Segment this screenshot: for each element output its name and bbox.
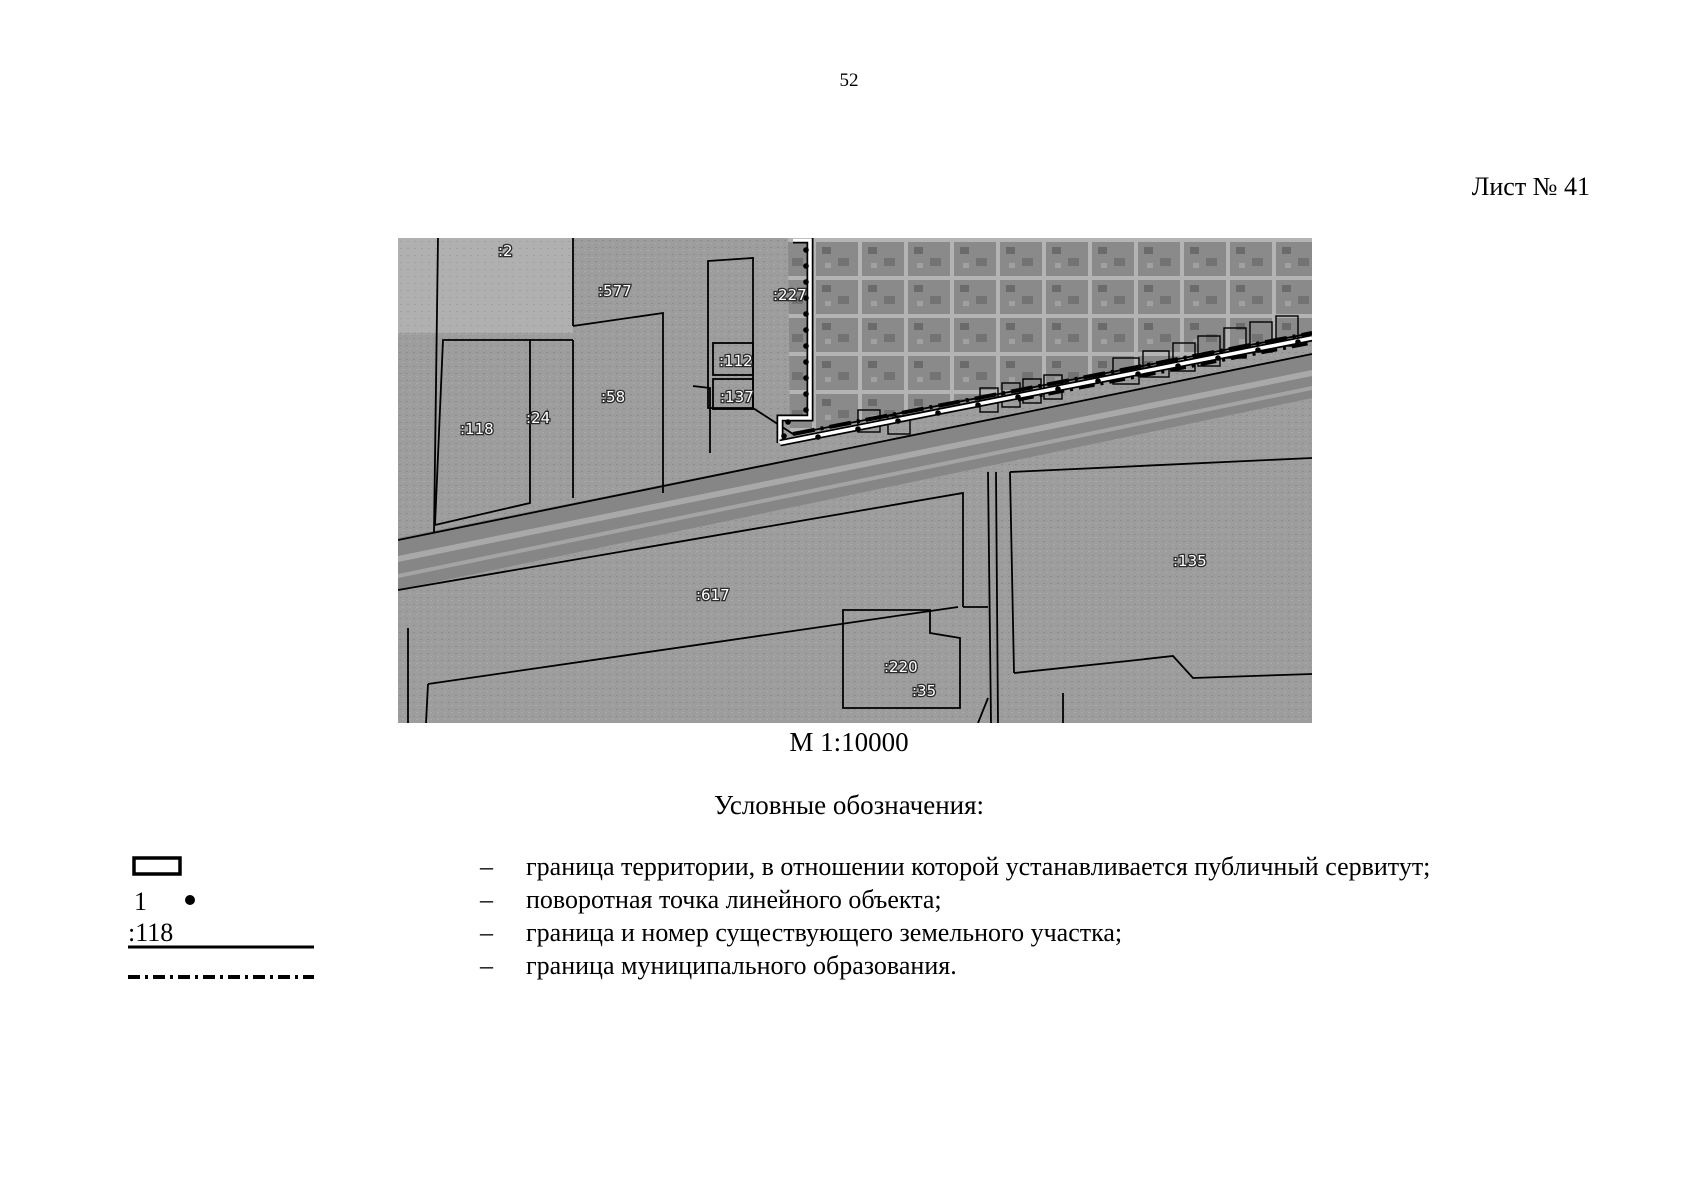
legend-item-servitude-boundary — [128, 852, 1608, 885]
parcel-label: :135 — [1173, 552, 1207, 570]
parcel-label: :220 — [884, 658, 918, 676]
parcel-label: :617 — [696, 586, 730, 604]
legend-text: граница территории, в отношении которой устанавливается публичный сервитут; — [526, 852, 1431, 881]
legend-dash: – — [480, 918, 493, 947]
parcel-label: :137 — [720, 388, 754, 406]
legend-text: граница муниципального образования. — [526, 951, 957, 980]
legend-title: Условные обозначения: — [713, 790, 985, 820]
parcel-label: :112 — [719, 352, 753, 370]
parcel-label: :2 — [498, 242, 513, 260]
legend-dash: – — [480, 951, 493, 980]
legend-dash: – — [480, 852, 493, 881]
line-symbol-label: :118 — [128, 918, 174, 947]
cadastral-map — [398, 238, 1312, 723]
rectangle-symbol-icon — [128, 852, 328, 885]
legend-text: поворотная точка линейного объекта; — [526, 885, 942, 914]
solid-line-symbol-icon — [128, 918, 328, 951]
point-symbol-icon — [128, 885, 328, 918]
legend — [128, 852, 1608, 984]
parcel-label: :577 — [598, 282, 632, 300]
sheet-label: Лист № 41 — [1471, 172, 1590, 201]
point-symbol-label: 1 — [134, 887, 147, 916]
dash-dot-line-symbol-icon — [128, 951, 328, 984]
legend-text: граница и номер существующего земельного участка; — [526, 918, 1123, 947]
parcel-label: :58 — [601, 388, 626, 406]
map-scale: М 1:10000 — [789, 727, 909, 757]
legend-item-land-parcel — [128, 918, 1608, 951]
legend-dash: – — [480, 885, 493, 914]
parcel-label: :118 — [460, 420, 494, 438]
legend-item-turning-point — [128, 885, 1608, 918]
parcel-label: :35 — [912, 682, 937, 700]
legend-item-municipal-boundary — [128, 951, 1608, 984]
page-number: 52 — [839, 70, 859, 91]
parcel-label: :24 — [526, 409, 551, 427]
parcel-label: :227 — [773, 286, 807, 304]
